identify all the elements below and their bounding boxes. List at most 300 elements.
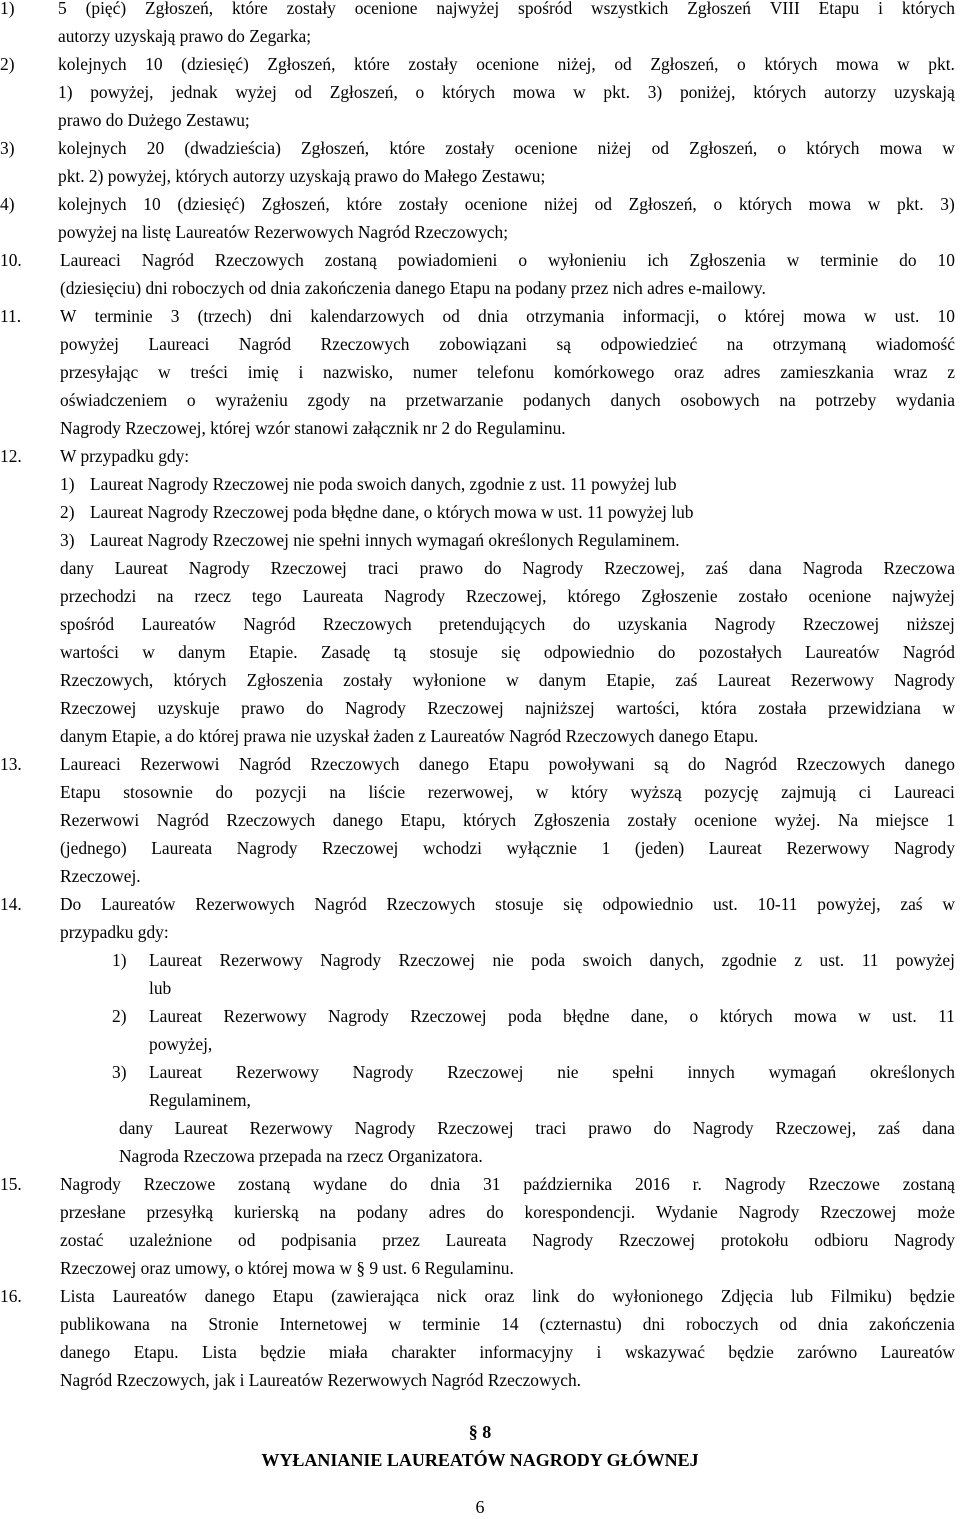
word: wydane [313, 1174, 368, 1194]
page-number: 6 [475, 1497, 485, 1517]
word: wchodzi [422, 838, 482, 858]
word: zgody [307, 390, 351, 410]
word: powyżej, [817, 894, 881, 914]
word: do [577, 1286, 595, 1306]
text-line [60, 638, 955, 666]
text-line: przypadku gdy: [60, 922, 169, 942]
word: kalendarzowych [310, 306, 425, 326]
word: Rzeczowych [310, 754, 400, 774]
word: Rzeczowej [60, 698, 137, 718]
word: wyrażeniu [215, 390, 288, 410]
word: adres [723, 362, 761, 382]
word: Nagrody [714, 614, 776, 634]
word: terminie [820, 250, 879, 270]
word: pozycji [255, 782, 307, 802]
word: komórkowego [553, 362, 655, 382]
word: powoływani [548, 754, 635, 774]
word: których [806, 138, 860, 158]
word: Nagród [156, 810, 209, 830]
word: w [535, 782, 549, 802]
word: przesłane [60, 1202, 126, 1222]
word: terminie [422, 1314, 481, 1334]
word: do [484, 558, 502, 578]
word: których [173, 670, 227, 690]
word: Zgłoszeń, [301, 138, 370, 158]
text-line [60, 1198, 955, 1226]
word: będzie [260, 1342, 306, 1362]
word: Nagrody [894, 670, 955, 690]
word: ocenione [464, 194, 528, 214]
word: przewidziana [828, 698, 921, 718]
text-line [60, 834, 955, 862]
text-line [60, 694, 955, 722]
word: będzie [909, 1286, 955, 1306]
word: pretendujących [439, 614, 546, 634]
word: Etapu, [400, 810, 446, 830]
word: danego [418, 754, 470, 774]
word: otrzymaną [772, 334, 847, 354]
word: Rezerwowy [223, 1006, 307, 1026]
text-line [58, 190, 955, 218]
word: ocenione [476, 54, 539, 74]
word: W [60, 306, 77, 326]
word: (dwadzieścia) [184, 138, 281, 158]
word: innych [687, 1062, 735, 1082]
word: Laureat [708, 838, 762, 858]
word: których [764, 54, 818, 74]
text-line [60, 666, 955, 694]
word: Nagród [238, 754, 292, 774]
word: się [501, 642, 521, 662]
word: która [701, 698, 737, 718]
word: z [947, 362, 955, 382]
word: pkt. [897, 194, 924, 214]
sub-item-number: 4) [0, 194, 15, 214]
word: (jednego) [60, 838, 127, 858]
word: uzyskania [617, 614, 688, 634]
word: Laureat [149, 1062, 203, 1082]
word: oraz [484, 1286, 515, 1306]
word: Rzeczowych [796, 754, 886, 774]
word: mowa [879, 138, 923, 158]
word: Etapu [272, 1286, 314, 1306]
word: zarówno [797, 1342, 858, 1362]
word: wraz [893, 362, 928, 382]
word: wyłonieniu [548, 250, 627, 270]
word: stosuje [495, 894, 544, 914]
word: Nagrody [352, 1062, 414, 1082]
word: oświadczeniem [60, 390, 168, 410]
word: Nagrody [384, 586, 446, 606]
word: do [572, 614, 591, 634]
sub-item-number: 2) [0, 54, 15, 74]
word: Rezerwowi [140, 754, 220, 774]
word: 14 [501, 1314, 519, 1334]
paragraph-number: 16. [0, 1286, 22, 1306]
text-line: danym Etapie, a do której prawa nie uzyskał żaden z Laureatów Nagród Rzeczowych danego Etapu. [60, 726, 759, 746]
word: będzie [728, 1342, 774, 1362]
word: o [518, 250, 528, 270]
word: 2016 [635, 1174, 670, 1194]
word: Nagród [141, 250, 194, 270]
word: w [786, 250, 800, 270]
word: które [346, 194, 383, 214]
word: (trzech) [197, 306, 252, 326]
word: przesyłając [60, 362, 139, 382]
word: kolejnych [58, 194, 127, 214]
word: do [390, 1174, 408, 1194]
word: przez [382, 1230, 420, 1250]
word: osobowych [680, 390, 760, 410]
word: ust. [713, 894, 738, 914]
word: Nagród [238, 334, 292, 354]
text-line [60, 302, 955, 330]
word: Etapu [60, 782, 101, 802]
word: została [758, 698, 807, 718]
word: 11 [938, 1006, 955, 1026]
word: odpowiednio [543, 642, 635, 662]
word: Laureat [174, 1118, 228, 1138]
word: w [942, 138, 955, 158]
text-line: powyżej, [149, 1034, 213, 1054]
word: Rezerwowi [60, 810, 140, 830]
word: Laureatów [101, 894, 176, 914]
word: poniżej, [679, 82, 736, 102]
word: o [777, 138, 787, 158]
word: od [779, 1314, 797, 1334]
word: który [571, 782, 608, 802]
word: Zgłoszeń, [628, 194, 697, 214]
word: tą [393, 642, 407, 662]
word: w [867, 194, 881, 214]
word: Nagrody [236, 838, 298, 858]
word: wyłonionego [612, 1286, 704, 1306]
word: zostały [343, 670, 393, 690]
word: Rzeczowej [398, 950, 475, 970]
text-line [60, 1310, 955, 1338]
word: Laureata [151, 838, 213, 858]
word: dana [922, 1118, 955, 1138]
word: do [486, 1202, 504, 1222]
word: na [319, 1202, 336, 1222]
word: Nagrody [532, 1230, 594, 1250]
word: autorzy [824, 82, 877, 102]
word: Nagrody [188, 558, 250, 578]
word: 10 [143, 194, 161, 214]
word: prawo [419, 558, 464, 578]
word: Lista [202, 1342, 237, 1362]
text-line [60, 890, 955, 918]
word: Rzeczowej [427, 698, 504, 718]
word: publikowana [60, 1314, 150, 1334]
word: rzecz [194, 586, 231, 606]
text-line: pkt. 2) powyżej, których autorzy uzyskają prawo do Małego Zestawu; [58, 166, 546, 186]
word: ust. [892, 1006, 917, 1026]
word: określonych [869, 1062, 955, 1082]
word: mowa [794, 1006, 837, 1026]
word: Zgłoszeń [687, 0, 751, 18]
word: którego [567, 586, 621, 606]
word: których [753, 82, 807, 102]
word: powyżej [896, 950, 955, 970]
word: których [462, 810, 517, 830]
word: 20 [146, 138, 165, 158]
word: Laureatów [112, 1286, 187, 1306]
word: Wydanie [655, 1202, 718, 1222]
word: wymagań [768, 1062, 837, 1082]
word: uzyskają [893, 82, 955, 102]
word: terminie [94, 306, 153, 326]
text-line [58, 134, 955, 162]
text-line: (dziesięciu) dni roboczych od dnia zakończenia danego Etapu na podany przez nich adres e-mailowy. [60, 278, 766, 298]
word: w [573, 82, 586, 102]
word: mowa [512, 82, 556, 102]
word: zostaną [902, 1174, 955, 1194]
word: Laureat [149, 950, 203, 970]
sub-item-number: 3) [0, 138, 15, 158]
word: nick [436, 1286, 467, 1306]
text-line: Nagród Rzeczowych, jak i Laureatów Rezerwowych Nagród Rzeczowych. [60, 1370, 582, 1390]
text-line: Rzeczowej oraz umowy, o której mowa w § 9 ust. 6 Regulaminu. [60, 1258, 514, 1278]
word: zostaną [238, 1174, 291, 1194]
word: link [532, 1286, 560, 1306]
word: Rzeczowej [322, 838, 399, 858]
word: Nagród [902, 642, 955, 662]
word: na [157, 586, 174, 606]
word: adres [428, 1202, 466, 1222]
word: od [594, 194, 612, 214]
word: zaś [705, 558, 728, 578]
word: o [737, 54, 746, 74]
word: w [858, 1006, 871, 1026]
word: Rzeczowej, [465, 586, 547, 606]
word: ci [858, 782, 872, 802]
word: Stronie [208, 1314, 259, 1334]
word: na [726, 334, 744, 354]
word: dany [119, 1118, 153, 1138]
word: Rzeczowych [214, 250, 304, 270]
word: informacji, [622, 306, 700, 326]
word: zobowiązani [439, 334, 527, 354]
word: (czternastu) [539, 1314, 622, 1334]
word: Zgłoszeń, [145, 0, 214, 18]
word: numer [412, 362, 458, 382]
word: Rzeczowych, [60, 670, 154, 690]
word: VIII [769, 0, 800, 18]
word: Zdjęcia [720, 1286, 774, 1306]
word: 10 [937, 306, 955, 326]
word: uzyskuje [157, 698, 220, 718]
word: Nagrody [320, 950, 382, 970]
word: danego [204, 1286, 255, 1306]
word: Rzeczowej [618, 1230, 696, 1250]
word: których [719, 1006, 773, 1026]
word: Rzeczowych [322, 614, 412, 634]
word: Etapie. [248, 642, 298, 662]
word: od [442, 306, 460, 326]
word: odbioru [814, 1230, 869, 1250]
word: Zgłoszenia [689, 250, 766, 270]
word: oraz [674, 362, 704, 382]
word: w [388, 1314, 402, 1334]
word: treści [190, 362, 228, 382]
word: zajmują [781, 782, 837, 802]
word: otrzymania [526, 306, 605, 326]
text-line: Rzeczowej. [60, 866, 141, 886]
text-line [60, 554, 955, 582]
word: Nagrody [724, 1174, 786, 1194]
word: wartości [60, 642, 119, 662]
word: rezerwowej, [427, 782, 514, 802]
word: do [657, 642, 676, 662]
word: danego [904, 754, 955, 774]
text-line: Nagrody Rzeczowej, której wzór stanowi załącznik nr 2 do Regulaminu. [60, 418, 566, 438]
section-title: WYŁANIANIE LAUREATÓW NAGRODY GŁÓWNEJ [261, 1450, 699, 1470]
word: wskazywać [624, 1342, 705, 1362]
word: 3 [170, 306, 180, 326]
word: zostały [445, 138, 495, 158]
sub-item-number: 2) [112, 1006, 127, 1026]
word: ocenione [808, 586, 872, 606]
text-line [60, 610, 955, 638]
word: Laureaci [60, 754, 121, 774]
word: Laureata [445, 1230, 507, 1250]
word: Etapu. [133, 1342, 179, 1362]
word: powiadomieni [397, 250, 498, 270]
word: Laureaci [148, 334, 210, 354]
word: dni [642, 1314, 665, 1334]
word: przesyłką [146, 1202, 214, 1222]
word: pkt. [928, 54, 955, 74]
word: Nagrody [738, 1202, 800, 1222]
word: których [441, 82, 496, 102]
word: Zgłoszeń, [650, 54, 719, 74]
word: Nagroda [802, 558, 863, 578]
word: zaś [900, 894, 923, 914]
word: na [779, 390, 796, 410]
word: powyżej [60, 334, 119, 354]
word: do [899, 250, 917, 270]
word: zostały [286, 0, 336, 18]
word: Etapu [488, 754, 530, 774]
word: korespondencji. [524, 1202, 636, 1222]
word: lub [790, 1286, 814, 1306]
word: do [215, 782, 233, 802]
word: r. [692, 1174, 702, 1194]
text-line: prawo do Dużego Zestawu; [58, 110, 250, 130]
word: i [298, 362, 304, 382]
word: nazwisko, [323, 362, 394, 382]
word: Filmiku) [830, 1286, 892, 1306]
word: Rezerwowy [786, 838, 870, 858]
word: dnia [478, 306, 508, 326]
word: które [231, 0, 268, 18]
section-number: § 8 [468, 1422, 492, 1442]
word: w [506, 670, 519, 690]
word: Laureata [302, 586, 364, 606]
word: miała [329, 1342, 368, 1362]
word: ocenione [514, 138, 578, 158]
word: Nagród [314, 894, 367, 914]
word: ust. [819, 950, 845, 970]
word: Rzeczowej, [604, 558, 685, 578]
word: nie [557, 1062, 579, 1082]
word: powyżej, [90, 82, 154, 102]
word: Nagrody [894, 838, 955, 858]
text-line [58, 0, 955, 22]
text-line [60, 806, 955, 834]
word: Lista [60, 1286, 95, 1306]
word: zaś [675, 670, 698, 690]
word: Nagrody [692, 1118, 754, 1138]
word: Nagrody [327, 1006, 389, 1026]
text-line [58, 50, 955, 78]
word: wartości, [616, 698, 680, 718]
word: podpisania [281, 1230, 357, 1250]
word: błędne [563, 1006, 610, 1026]
word: 3) [647, 82, 663, 102]
paragraph-intro: W przypadku gdy: [60, 446, 190, 466]
word: przetwarzanie [405, 390, 504, 410]
word: zaś [877, 1118, 901, 1138]
word: Nagrody [894, 1230, 955, 1250]
sub-item-number: 1) [0, 0, 15, 18]
word: 3) [940, 194, 955, 214]
word: dnia [817, 1314, 848, 1334]
word: prawo [588, 1118, 632, 1138]
word: na [329, 782, 346, 802]
word: Laureatów [141, 614, 216, 634]
word: Rzeczowe [143, 1174, 216, 1194]
word: Internetowej [279, 1314, 368, 1334]
word: których [738, 194, 792, 214]
word: od [238, 1230, 256, 1250]
word: wyżej [235, 82, 277, 102]
word: danym [538, 670, 587, 690]
word: Etapu [818, 0, 860, 18]
word: potrzeby [815, 390, 877, 410]
word: ust. [894, 306, 920, 326]
text-line [60, 1282, 955, 1310]
word: której [744, 306, 786, 326]
word: dany [60, 558, 94, 578]
word: w [942, 698, 955, 718]
word: spośród [60, 614, 115, 634]
paragraph-number: 13. [0, 754, 22, 774]
word: wiadomość [875, 334, 955, 354]
word: zostaną [324, 250, 377, 270]
word: spełni [612, 1062, 654, 1082]
word: nie [492, 950, 514, 970]
word: Laureat [114, 558, 168, 578]
word: o [713, 194, 723, 214]
word: Zgłoszenia [246, 670, 323, 690]
word: zostały [408, 54, 458, 74]
word: Nagród [243, 614, 296, 634]
word: na [170, 1314, 188, 1334]
text-line [60, 386, 955, 414]
word: uzależnione [129, 1230, 213, 1250]
word: 1 [946, 810, 955, 830]
word: niżej, [557, 54, 596, 74]
word: odpowiednio [602, 894, 694, 914]
word: 10-11 [757, 894, 798, 914]
text-line [60, 582, 955, 610]
word: Do [60, 894, 82, 914]
word: się [563, 894, 583, 914]
word: 10 [145, 54, 163, 74]
word: (jeden) [634, 838, 685, 858]
